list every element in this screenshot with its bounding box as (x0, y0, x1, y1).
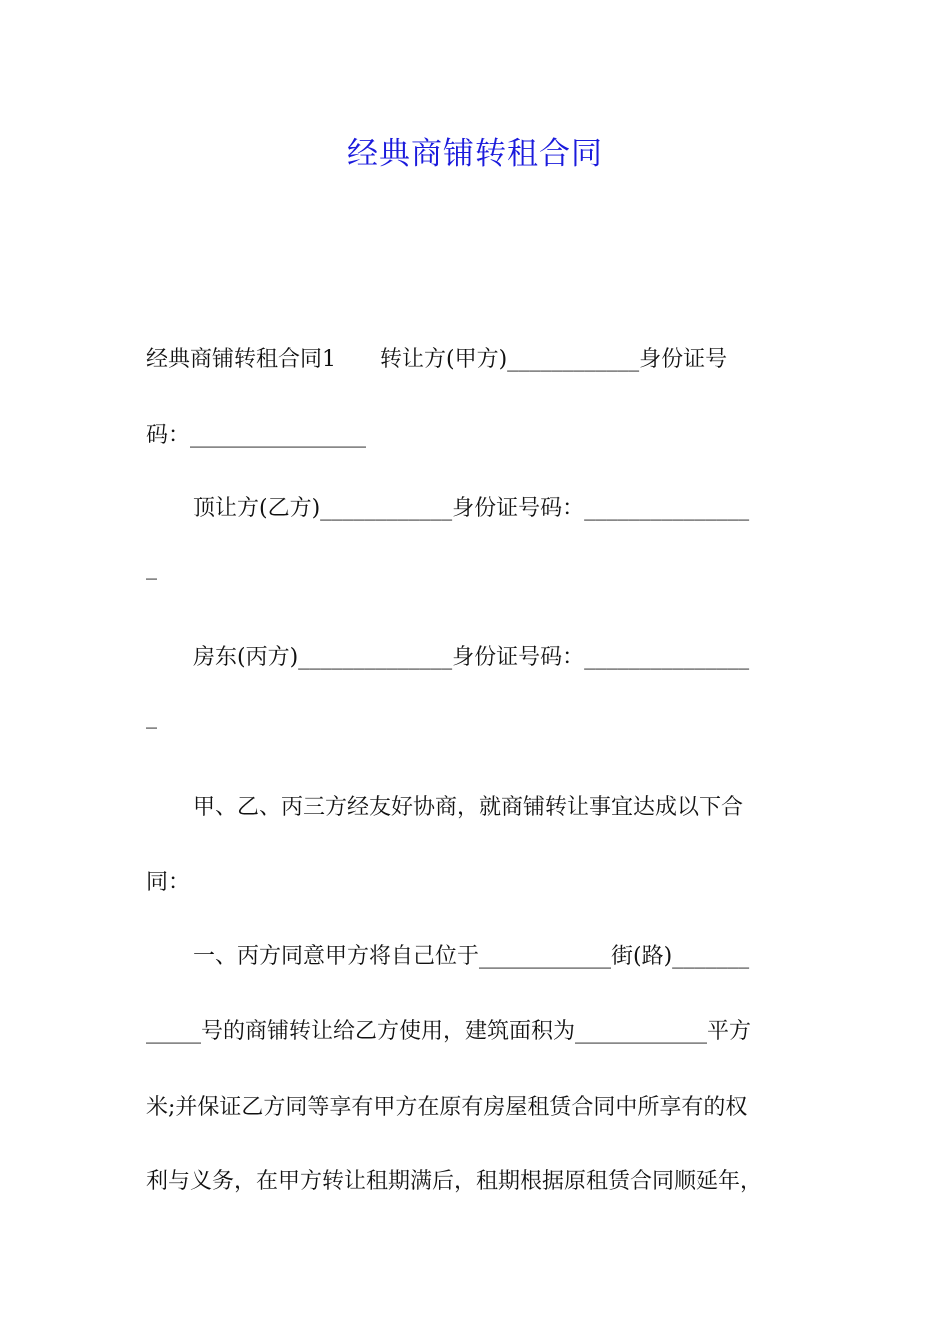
paragraph-line: _ (146, 704, 157, 729)
paragraph-line: 甲、乙、丙三方经友好协商，就商铺转让事宜达成以下合 (193, 795, 744, 820)
paragraph-line: 顶让方(乙方)____________身份证号码：_______________ (193, 496, 750, 521)
paragraph-line: 房东(丙方)______________身份证号码：_______________ (193, 645, 750, 670)
paragraph-line: _____号的商铺转让给乙方使用，建筑面积为____________平方 (146, 1019, 752, 1044)
paragraph-line: 米;并保证乙方同等享有甲方在原有房屋租赁合同中所享有的权 (146, 1095, 748, 1120)
paragraph-line: 一、丙方同意甲方将自己位于____________街(路)_______ (193, 944, 750, 969)
paragraph-line: 利与义务，在甲方转让租期满后，租期根据原租赁合同顺延年， (146, 1169, 763, 1194)
paragraph-line: 同： (146, 870, 191, 895)
paragraph-line: 码：________________ (146, 423, 367, 448)
paragraph-line: 经典商铺转租合同1 转让方(甲方)____________身份证号 (146, 347, 728, 372)
paragraph-line: _ (146, 555, 157, 580)
document-title: 经典商铺转租合同 (347, 136, 603, 172)
